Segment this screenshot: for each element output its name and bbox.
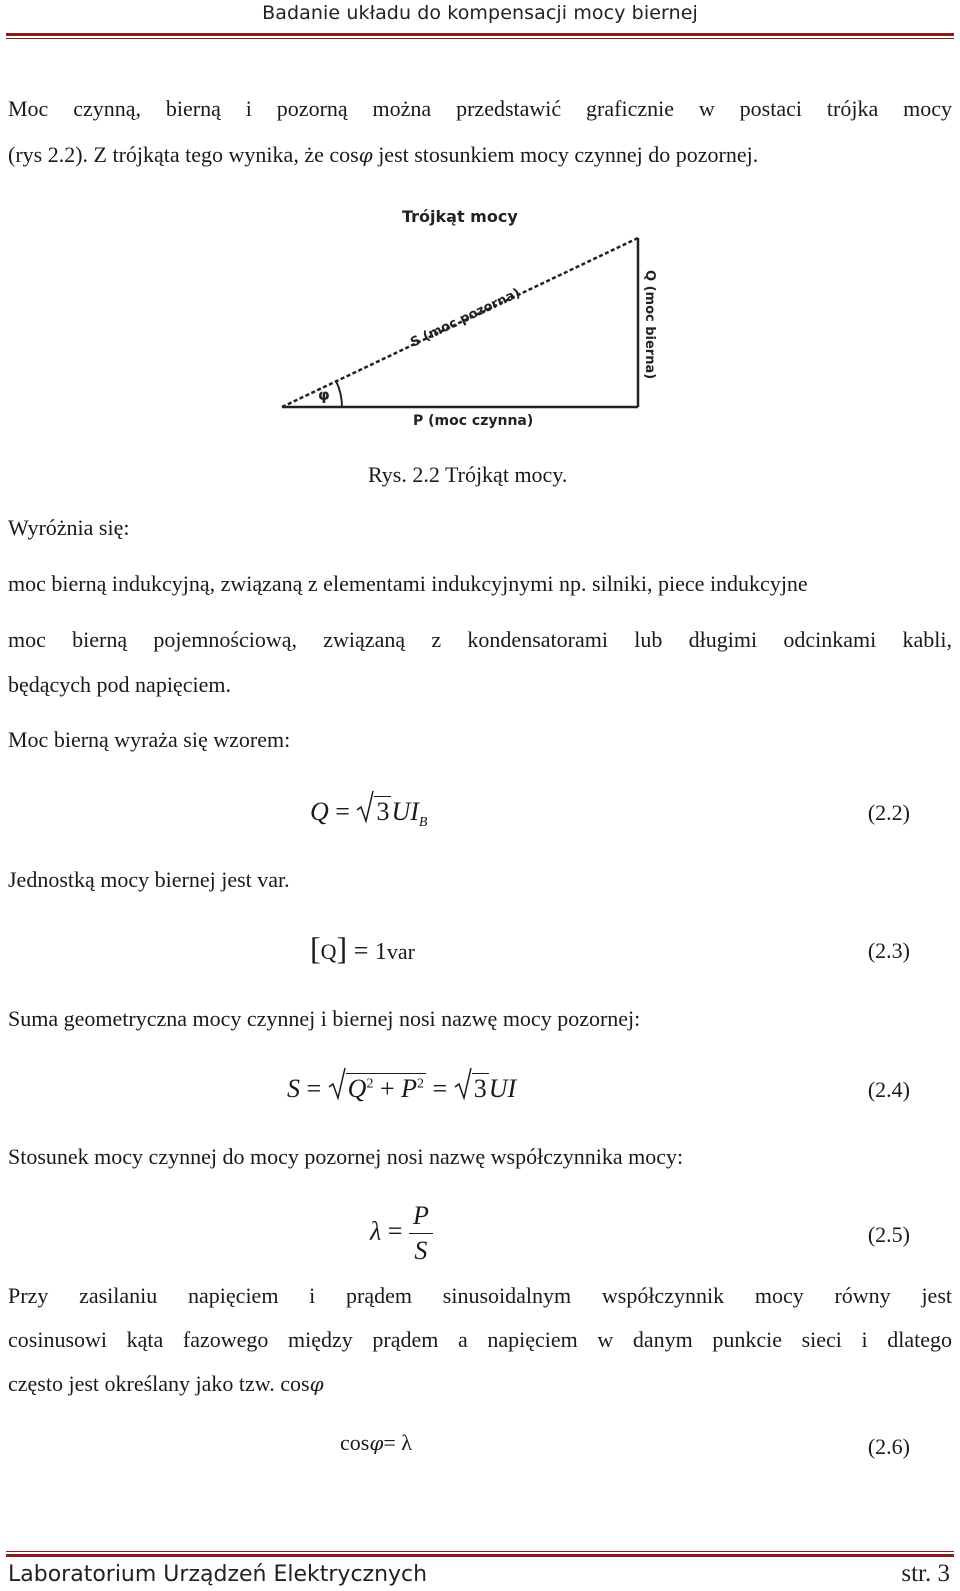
equation-2-2-number: (2.2) — [867, 800, 910, 825]
sinusoidal-line-1: Przy zasilaniu napięciem i prądem sinusoidalnym współczynnik mocy równy jest — [8, 1283, 952, 1308]
equation-2-3: [Q] = 1var — [310, 930, 415, 966]
equation-2-2: Q = $3UI_B$ — [310, 796, 427, 831]
vertical-side-label: Q (moc bierna) — [642, 270, 657, 380]
equation-2-5: λ = $\frac{P}{S}$ — [370, 1201, 433, 1266]
intro-line-1: Moc czynną, bierną i pozorną można przedstawić graficznie w postaci trójka mocy — [8, 96, 952, 121]
footer-rule-thin — [6, 1551, 954, 1552]
equation-2-3-number: (2.3) — [867, 938, 910, 963]
hypotenuse-label: S (moc pozorna) — [408, 285, 523, 351]
capacitive-reactive-item-line-1: moc bierną pojemnościową, związaną z kondensatorami lub długimi odcinkami kabli, — [8, 627, 952, 652]
angle-arc — [336, 381, 342, 407]
equation-2-5-number: (2.5) — [867, 1222, 910, 1247]
equation-2-4-number: (2.4) — [867, 1077, 910, 1102]
footer-page-number: str. 3 — [901, 1560, 950, 1587]
angle-label: φ — [318, 386, 330, 404]
equation-2-4: S = $Q^2 + P^2$ = 3UI — [287, 1073, 516, 1104]
equation-2-6: cosφ= λ — [340, 1430, 412, 1455]
footer-lab-name: Laboratorium Urządzeń Elektrycznych — [8, 1562, 428, 1587]
distinguish-label: Wyróżnia się: — [8, 515, 130, 540]
equation-2-6-number: (2.6) — [867, 1434, 910, 1459]
footer-rule — [6, 1554, 954, 1557]
capacitive-reactive-item-line-2: będących pod napięciem. — [8, 672, 231, 697]
unit-intro: Jednostką mocy biernej jest var. — [8, 867, 290, 892]
page-header-title: Badanie układu do kompensacji mocy biernej — [262, 2, 698, 24]
sinusoidal-line-2: cosinusowi kąta fazowego między prądem a napięciem w danym punkcie sieci i dlatego — [8, 1327, 952, 1352]
header-rule-thin — [6, 38, 954, 39]
power-factor-intro: Stosunek mocy czynnej do mocy pozornej nosi nazwę współczynnika mocy: — [8, 1144, 684, 1169]
figure-title: Trójkąt mocy — [402, 207, 518, 226]
inductive-reactive-item: moc bierną indukcyjną, związaną z elementami indukcyjnymi np. silniki, piece indukcyjne — [8, 571, 808, 596]
figure-caption: Rys. 2.2 Trójkąt mocy. — [368, 462, 568, 487]
reactive-formula-intro: Moc bierną wyraża się wzorem: — [8, 727, 291, 752]
base-label: P (moc czynna) — [413, 413, 534, 429]
geometric-sum-intro: Suma geometryczna mocy czynnej i biernej nosi nazwę mocy pozornej: — [8, 1006, 641, 1031]
header-rule — [6, 33, 954, 36]
power-triangle-figure — [270, 200, 680, 435]
sinusoidal-line-3: często jest określany jako tzw. cosφ — [8, 1371, 324, 1396]
intro-line-2: (rys 2.2). Z trójkąta tego wynika, że cosφ jest stosunkiem mocy czynnej do pozornej. — [8, 142, 759, 167]
